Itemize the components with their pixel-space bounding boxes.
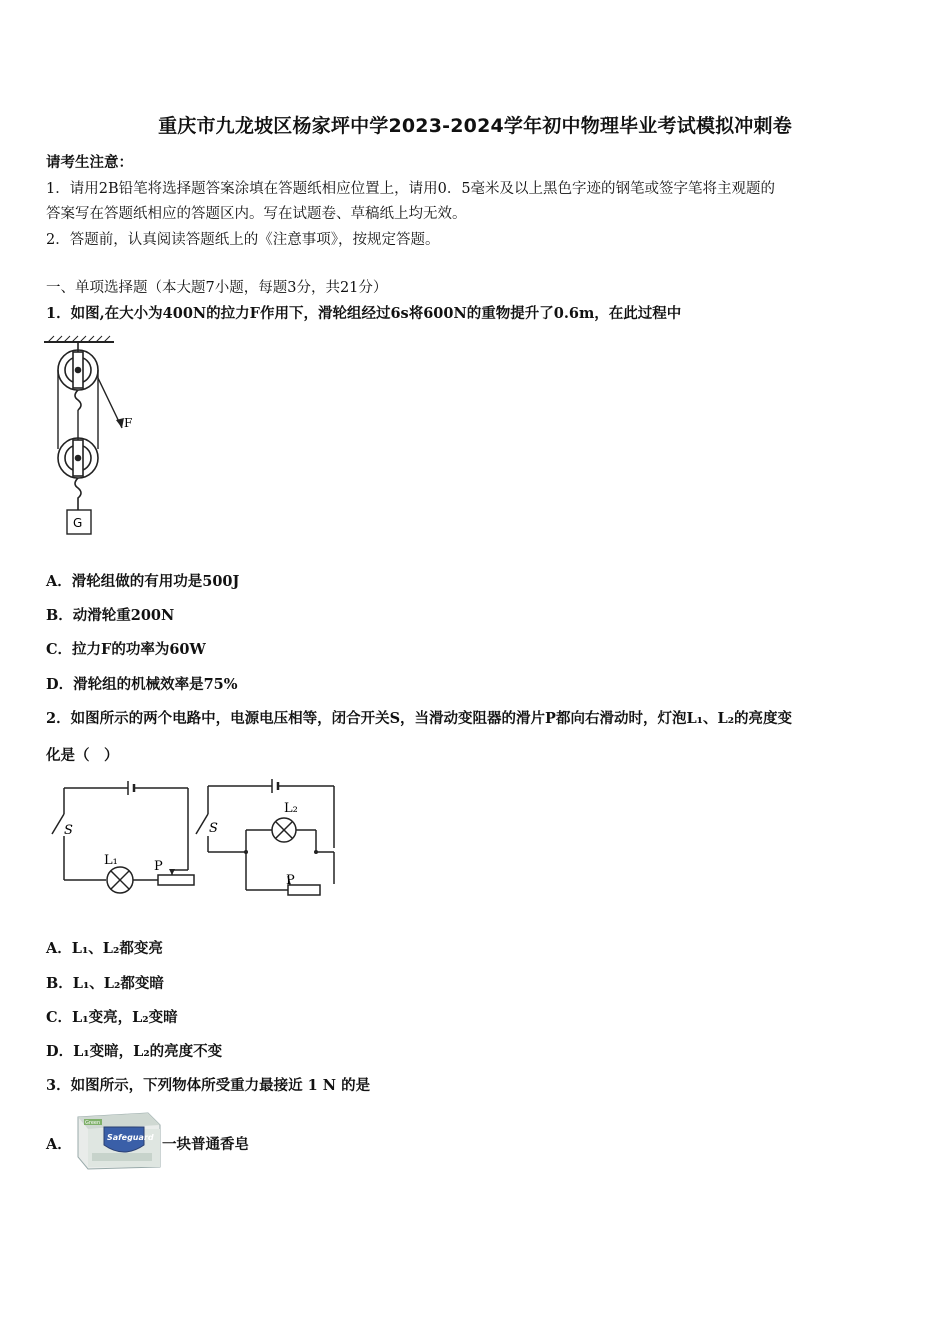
q1-option-a[interactable]: A．滑轮组做的有用功是500J [46,573,240,590]
circuit-left [52,781,194,893]
notice-item2: 2．答题前，认真阅读答题纸上的《注意事项》，按规定答题。 [46,232,440,248]
soap-image [74,1109,162,1171]
slider-label-right: P [286,873,295,888]
q1-option-c[interactable]: C．拉力F的功率为60W [46,641,206,658]
movable-hook [75,478,81,510]
notice-heading: 请考生注意： [46,154,133,171]
fixed-hook [75,390,81,410]
exam-title: 重庆市九龙坡区杨家坪中学2023-2024学年初中物理毕业考试模拟冲刺卷 [158,115,792,137]
q3-stem: 3．如图所示，下列物体所受重力最接近 1 N 的是 [46,1077,371,1094]
notice-item1-line1: 1．请用2B铅笔将选择题答案涂填在答题纸相应位置上，请用0．5毫米及以上黑色字迹的钢笔或签字笔将主观题的 [46,181,776,197]
q2-option-d[interactable]: D．L₁变暗，L₂的亮度不变 [46,1043,223,1060]
circuit-right [196,779,334,895]
switch-label-right: S [209,821,218,836]
circuit-figure [50,772,350,897]
soap-brand-small: Green [85,1120,101,1126]
movable-pulley [58,438,98,478]
q1-stem: 1．如图,在大小为400N的拉力F作用下，滑轮组经过6s将600N的重物提升了0.6m，在此过程中 [46,305,682,322]
q2-stem-line1: 2．如图所示的两个电路中，电源电压相等，闭合开关S，当滑动变阻器的滑片P都向右滑动时，灯泡L₁、L₂的亮度变 [46,710,793,727]
q2-option-a[interactable]: A．L₁、L₂都变亮 [46,940,163,957]
notice-item1-line2: 答案写在答题纸相应的答题区内。写在试题卷、草稿纸上均无效。 [46,206,467,222]
soap-brand: Safeguard [107,1133,154,1142]
pulley-figure [40,334,150,540]
q3-option-a-letter[interactable]: A． [46,1136,72,1153]
lamp1-label: L₁ [104,853,118,868]
q2-stem-line2: 化是（ ） [46,747,119,764]
section-heading: 一、单项选择题（本大题7小题，每题3分，共21分） [46,280,388,296]
force-label: F [124,416,133,430]
q1-option-b[interactable]: B．动滑轮重200N [46,607,175,624]
q3-option-a-text[interactable]: 一块普通香皂 [162,1136,249,1153]
ropes [58,370,122,449]
ceiling-hatch [44,336,114,342]
q2-option-c[interactable]: C．L₁变亮，L₂变暗 [46,1009,178,1026]
switch-label-left: S [64,823,73,838]
weight-label: G [73,516,83,530]
slider-label-left: P [154,859,163,874]
q2-option-b[interactable]: B．L₁、L₂都变暗 [46,975,164,992]
fixed-pulley [58,342,98,390]
lamp2-label: L₂ [284,801,298,816]
q1-option-d[interactable]: D．滑轮组的机械效率是75% [46,676,238,693]
